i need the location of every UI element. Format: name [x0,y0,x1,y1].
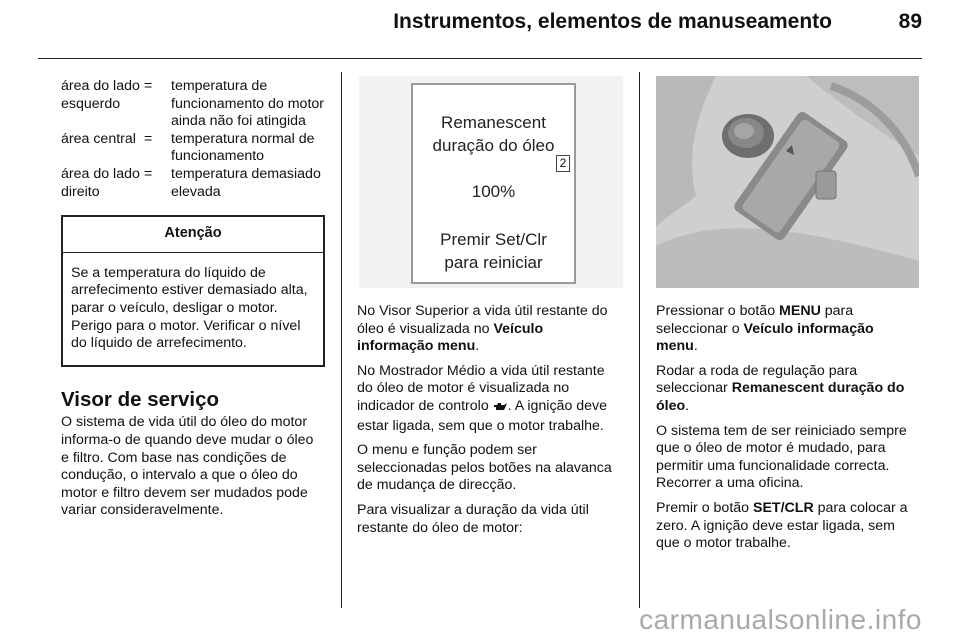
definition-separator: = [144,130,153,147]
column-2 [357,303,623,544]
paragraph [357,363,623,435]
menu-name: Veículo informação menu [656,320,874,355]
definition-separator: = [144,165,153,182]
column-1 [61,78,325,527]
display-badge: 2 [556,155,570,172]
definition-term: área do lado esquerdo [61,78,140,112]
text-run: . [685,397,690,414]
text-run: No Mostrador Médio a vida útil restante do óleo de motor é visualizada no indicador de controlo [357,362,605,414]
text-run: para seleccionar o [656,303,854,337]
definition-text: temperatura demasiado elevada [171,165,321,200]
menu-name: Veículo informação menu [357,320,544,355]
text-run: Premir o botão [656,499,753,516]
definition-row [61,78,325,131]
paragraph: O sistema tem de ser reiniciado sempre que o óleo de motor é mudado, para permitir uma funcionalidade correcta. Recorrer a uma oficina. [656,422,907,492]
definition-row [61,166,325,201]
text-run: Pressionar o botão [656,303,780,319]
definition-row [61,131,325,166]
text-run: Rodar a roda de regulação para seleccionar [656,362,858,397]
paragraph [656,363,918,416]
header-rule [38,58,922,59]
page-number: 89 [898,10,922,33]
text-run: . [693,338,698,355]
paragraph [656,303,918,356]
warning-box [61,215,325,367]
display-line-4: para reiniciar [444,253,543,272]
definition-term: área central [61,130,136,147]
definition-text: temperatura normal de funcionamento [171,130,315,165]
column-divider-1 [341,72,342,608]
service-paragraph: O sistema de vida útil do óleo do motor informa-o de quando deve mudar o óleo e filtro. Com base nas condições de condução, o intervalo a que o óleo do motor e filtro devem ser mudados pode variar consideravelmente. [61,414,314,519]
page-header-title: Instrumentos, elementos de manuseamento [393,10,832,33]
text-run: . [475,338,480,355]
paragraph: O menu e função podem ser seleccionadas pelos botões na alavanca de mudança de direcção. [357,442,612,494]
section-heading: Visor de serviço [61,387,220,411]
watermark: carmanualsonline.info [639,604,922,635]
display-screen [411,83,576,284]
definition-table [61,78,325,201]
definition-separator: = [144,78,153,94]
turn-signal-lever-figure [656,76,919,288]
text-run: . A ignição deve estar ligada, sem que o motor trabalhe. [357,397,608,434]
display-line-2: duração do óleo [432,136,555,155]
text-run: No Visor Superior a vida útil restante do óleo é visualizada no [357,303,608,337]
definition-text: temperatura de funcionamento do motor ainda não foi atingida [171,78,325,130]
menu-item-name: Remanescent duração do óleo [656,380,905,414]
text-run: para colocar a zero. A ignição deve estar ligada, sem que o motor trabalhe. [656,499,908,552]
column-divider-2 [639,72,640,608]
button-name: SET/CLR [753,499,814,516]
oil-can-icon [493,400,508,418]
button-name: MENU [779,303,821,319]
paragraph [357,303,623,356]
definition-term: área do lado direito [61,165,140,200]
column-3 [656,303,918,560]
display-line-3: Premir Set/Clr [440,230,547,249]
display-percent: 100% [471,182,516,201]
paragraph: Para visualizar a duração da vida útil restante do óleo de motor: [357,501,589,536]
warning-title: Atenção [63,217,323,253]
display-figure [359,76,623,288]
display-line-1: Remanescent [441,113,546,132]
warning-body: Se a temperatura do líquido de arrefecimento estiver demasiado alta, parar o veículo, desligar o motor. Perigo para o motor. Verificar o nível do líquido de arrefecimento. [71,264,308,352]
paragraph [656,500,918,553]
